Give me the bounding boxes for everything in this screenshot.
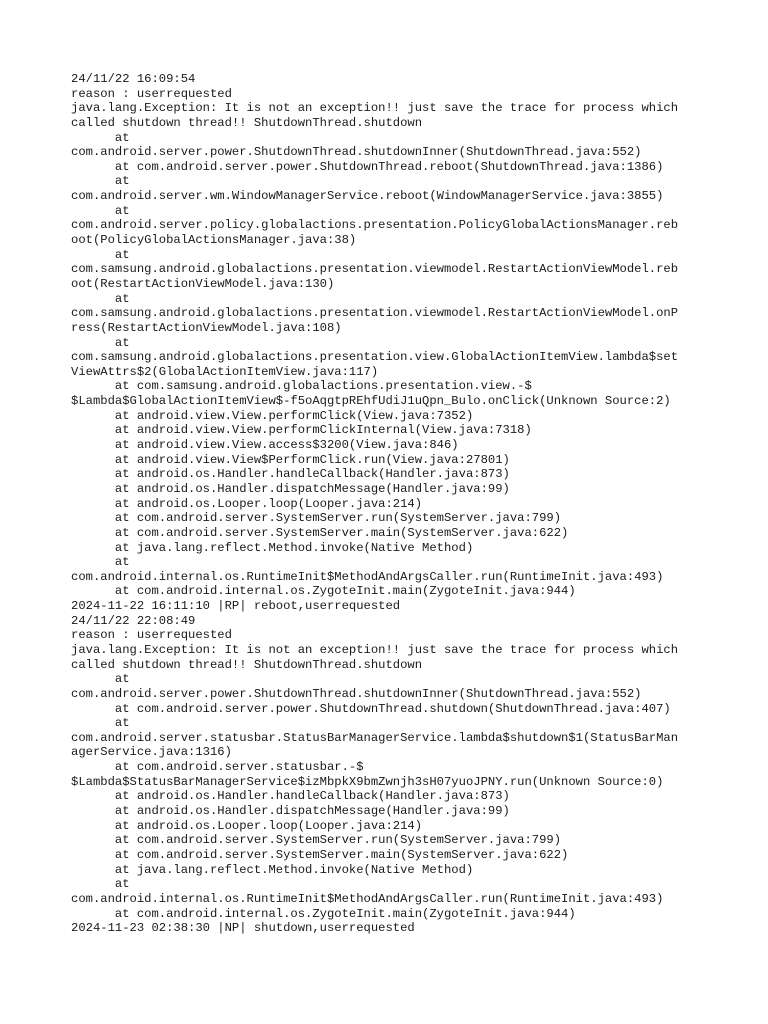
log-line: at com.android.internal.os.ZygoteInit.main(ZygoteInit.java:944): [71, 906, 576, 921]
log-line: at android.view.View$PerformClick.run(View.java:27801): [71, 452, 510, 467]
log-line: at: [71, 555, 130, 570]
log-line: at: [71, 291, 130, 306]
log-line: at java.lang.reflect.Method.invoke(Native Method): [71, 540, 474, 555]
log-line: at android.view.View.performClick(View.java:7352): [71, 408, 474, 423]
log-line: java.lang.Exception: It is not an exception!! just save the trace for process which: [71, 101, 679, 116]
log-line: com.android.server.power.ShutdownThread.shutdownInner(ShutdownThread.java:552): [71, 686, 642, 701]
log-line: at com.samsung.android.globalactions.presentation.view.-$: [71, 379, 532, 394]
log-line: at: [71, 130, 130, 145]
log-line: oot(RestartActionViewModel.java:130): [71, 276, 335, 291]
log-line: com.android.server.statusbar.StatusBarManagerService.lambda$shutdown$1(StatusBarMan: [71, 730, 679, 745]
log-line: at com.android.server.SystemServer.main(SystemServer.java:622): [71, 525, 569, 540]
log-line: 24/11/22 22:08:49: [71, 613, 196, 628]
log-line: called shutdown thread!! ShutdownThread.shutdown: [71, 657, 423, 672]
log-line: at com.android.server.power.ShutdownThread.shutdown(ShutdownThread.java:407): [71, 701, 671, 716]
log-line: at: [71, 247, 130, 262]
log-line: com.android.server.wm.WindowManagerService.reboot(WindowManagerService.java:3855): [71, 189, 664, 204]
log-line: at java.lang.reflect.Method.invoke(Native Method): [71, 862, 474, 877]
log-line: at: [71, 335, 130, 350]
log-line: at: [71, 672, 130, 687]
log-line: at: [71, 203, 130, 218]
log-line: at android.os.Looper.loop(Looper.java:214): [71, 818, 423, 833]
log-line: $Lambda$StatusBarManagerService$izMbpkX9bmZwnjh3sH07yuoJPNY.run(Unknown Source:0): [71, 774, 664, 789]
log-line: ress(RestartActionViewModel.java:108): [71, 320, 342, 335]
log-line: at android.view.View.access$3200(View.java:846): [71, 438, 459, 453]
log-line: com.android.server.power.ShutdownThread.shutdownInner(ShutdownThread.java:552): [71, 145, 642, 160]
log-line: agerService.java:1316): [71, 745, 232, 760]
log-line: at: [71, 174, 130, 189]
log-line: at com.android.server.power.ShutdownThread.reboot(ShutdownThread.java:1386): [71, 159, 664, 174]
log-line: oot(PolicyGlobalActionsManager.java:38): [71, 233, 357, 248]
log-line: at android.os.Handler.dispatchMessage(Handler.java:99): [71, 481, 510, 496]
log-line: reason : userrequested: [71, 628, 232, 643]
log-line: java.lang.Exception: It is not an exception!! just save the trace for process which: [71, 642, 679, 657]
log-line: at: [71, 877, 130, 892]
log-line: com.android.server.policy.globalactions.presentation.PolicyGlobalActionsManager.reb: [71, 218, 679, 233]
log-document: [71, 72, 701, 936]
log-line: at: [71, 716, 130, 731]
log-line: at com.android.server.SystemServer.main(SystemServer.java:622): [71, 847, 569, 862]
log-line: called shutdown thread!! ShutdownThread.shutdown: [71, 115, 423, 130]
log-line: com.samsung.android.globalactions.presentation.view.GlobalActionItemView.lambda$set: [71, 350, 679, 365]
log-line: com.samsung.android.globalactions.presentation.viewmodel.RestartActionViewModel.onP: [71, 306, 679, 321]
log-line: at android.os.Handler.handleCallback(Handler.java:873): [71, 789, 510, 804]
log-line: 2024-11-23 02:38:30 |NP| shutdown,userrequested: [71, 921, 415, 936]
log-line: com.android.internal.os.RuntimeInit$MethodAndArgsCaller.run(RuntimeInit.java:493): [71, 891, 664, 906]
log-line: reason : userrequested: [71, 86, 232, 101]
log-line: 24/11/22 16:09:54: [71, 72, 196, 86]
log-line: $Lambda$GlobalActionItemView$-f5oAqgtpREhfUdiJ1uQpn_Bulo.onClick(Unknown Source:2): [71, 394, 671, 409]
log-line: at com.android.internal.os.ZygoteInit.main(ZygoteInit.java:944): [71, 584, 576, 599]
log-line: at android.os.Handler.dispatchMessage(Handler.java:99): [71, 804, 510, 819]
log-line: at com.android.server.statusbar.-$: [71, 760, 364, 775]
log-line: at android.os.Looper.loop(Looper.java:214): [71, 496, 423, 511]
log-line: ViewAttrs$2(GlobalActionItemView.java:117): [71, 364, 379, 379]
log-line: at android.os.Handler.handleCallback(Handler.java:873): [71, 467, 510, 482]
log-line: at android.view.View.performClickInternal(View.java:7318): [71, 423, 532, 438]
log-line: at com.android.server.SystemServer.run(SystemServer.java:799): [71, 511, 562, 526]
log-line: at com.android.server.SystemServer.run(SystemServer.java:799): [71, 833, 562, 848]
log-line: 2024-11-22 16:11:10 |RP| reboot,userrequested: [71, 599, 401, 614]
log-line: com.samsung.android.globalactions.presentation.viewmodel.RestartActionViewModel.reb: [71, 262, 679, 277]
log-line: com.android.internal.os.RuntimeInit$MethodAndArgsCaller.run(RuntimeInit.java:493): [71, 569, 664, 584]
